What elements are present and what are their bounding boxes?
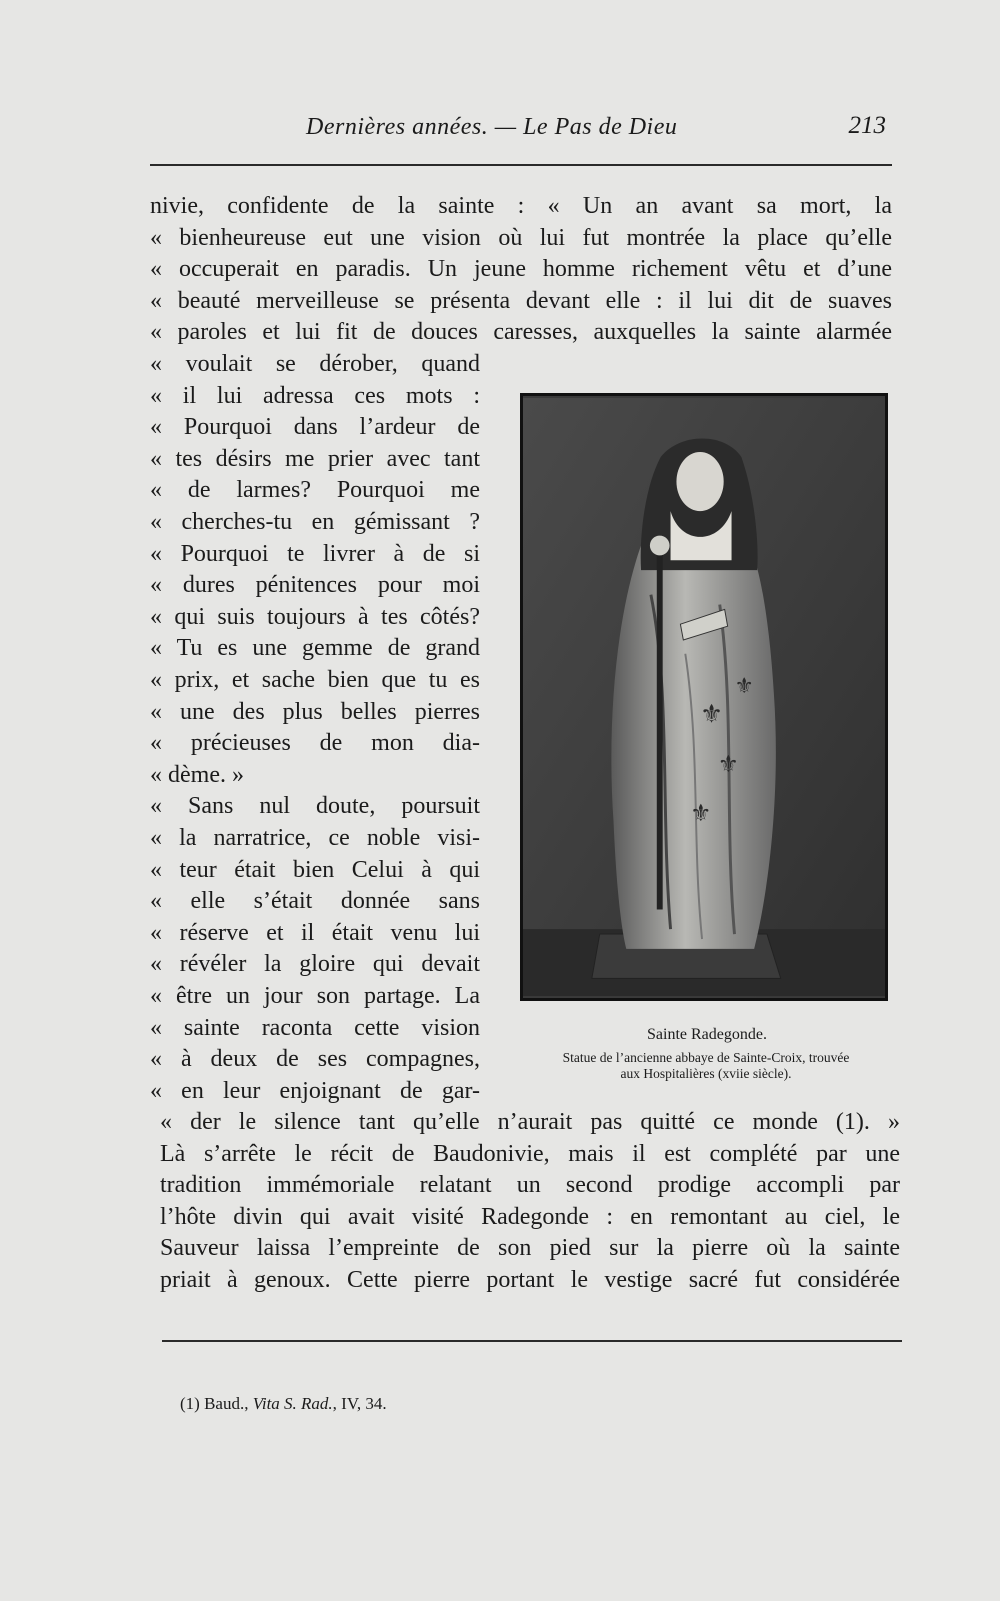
text-line: « bienheureuse eut une vision où lui fut montrée la place qu’elle (150, 224, 892, 251)
svg-text:⚜: ⚜ (690, 798, 712, 827)
text-line: « Pourquoi te livrer à de si (150, 540, 480, 567)
text-line: « une des plus belles pierres (150, 698, 480, 725)
text-line: nivie, confidente de la sainte : « Un an avant sa mort, la (150, 193, 892, 219)
text-line: « précieuses de mon dia- (150, 730, 480, 757)
text-line: « dème. » (150, 761, 244, 788)
text-line: l’hôte divin qui avait visité Radegonde : en remontant au ciel, le (160, 1203, 900, 1230)
text-line: « il lui adressa ces mots : (150, 382, 480, 409)
text-line: « Tu es une gemme de grand (150, 635, 480, 662)
footnote-rule (162, 1340, 902, 1342)
svg-text:⚜: ⚜ (700, 699, 723, 730)
figure-caption-subtitle (516, 1050, 896, 1082)
footnote (180, 1394, 387, 1414)
statue-illustration (523, 396, 885, 998)
text-line: Là s’arrête le récit de Baudonivie, mais il est complété par une (160, 1140, 900, 1167)
text-line: « teur était bien Celui à qui (150, 856, 480, 883)
text-line: « de larmes? Pourquoi me (150, 477, 480, 504)
text-line: « cherches-tu en gémissant ? (150, 509, 480, 535)
caption-line-1: Statue de l’ancienne abbaye de Sainte-Croix, trouvée (562, 1050, 850, 1065)
text-line: « tes désirs me prier avec tant (150, 445, 480, 472)
text-line: « sainte raconta cette vision (150, 1014, 480, 1041)
text-line: Sauveur laissa l’empreinte de son pied sur la pierre où la sainte (160, 1235, 900, 1262)
text-line: « la narratrice, ce noble visi- (150, 825, 480, 851)
footnote-work-title: Vita S. Rad. (252, 1394, 333, 1413)
text-line: « révéler la gloire qui devait (150, 951, 480, 978)
text-line: « prix, et sache bien que tu es (150, 667, 480, 693)
text-line: « Sans nul doute, poursuit (150, 793, 480, 820)
text-line: « beauté merveilleuse se présenta devant elle : il lui dit de suaves (150, 287, 892, 314)
footnote-reference: , IV, 34. (332, 1394, 387, 1413)
svg-text:⚜: ⚜ (734, 674, 754, 700)
page-number: 213 (848, 112, 886, 139)
text-line: priait à genoux. Cette pierre portant le vestige sacré fut considérée (160, 1267, 900, 1293)
text-line: tradition immémoriale relatant un second prodige accompli par (160, 1172, 900, 1199)
running-header (150, 110, 892, 150)
text-line: « réserve et il était venu lui (150, 919, 480, 946)
text-line: « dures pénitences pour moi (150, 572, 480, 599)
figure-caption-title: Sainte Radegonde. (647, 1026, 767, 1043)
footnote-marker: (1) Baud., (180, 1394, 253, 1413)
text-line: « voulait se dérober, quand (150, 351, 480, 377)
text-line: « paroles et lui fit de douces caresses, auxquelles la sainte alarmée (150, 319, 892, 346)
statue-photograph (520, 393, 888, 1001)
svg-text:⚜: ⚜ (717, 749, 739, 778)
text-line: « à deux de ses compagnes, (150, 1046, 480, 1073)
running-title: Dernières années. — Le Pas de Dieu (306, 114, 678, 140)
text-line: « occuperait en paradis. Un jeune homme richement vêtu et d’une (150, 256, 892, 283)
text-line: « être un jour son partage. La (150, 983, 480, 1009)
text-line: « en leur enjoignant de gar- (150, 1077, 480, 1104)
caption-line-2: aux Hospitalières (xviie siècle). (620, 1066, 792, 1081)
text-line: « der le silence tant qu’elle n’aurait pas quitté ce monde (1). » (160, 1109, 900, 1135)
header-rule (150, 164, 892, 166)
text-line: « qui suis toujours à tes côtés? (150, 603, 480, 630)
text-line: « elle s’était donnée sans (150, 888, 480, 915)
text-line: « Pourquoi dans l’ardeur de (150, 414, 480, 441)
